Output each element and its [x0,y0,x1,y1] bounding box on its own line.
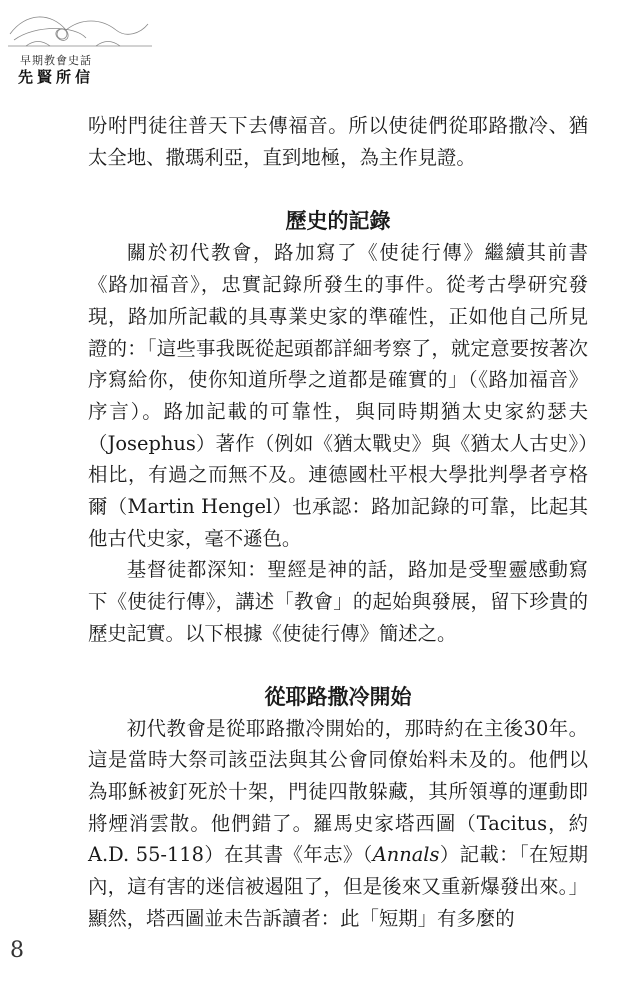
book-title: 先賢所信 [18,68,95,86]
running-header [6,4,206,84]
section1-paragraph-2: 基督徒都深知：聖經是神的話，路加是受聖靈感動寫下《使徒行傳》，講述「教會」的起始與發展，留下珍貴的歷史記實。以下根據《使徒行傳》簡述之。 [88,558,588,645]
decorative-ornament-icon [6,4,156,52]
page-body [88,110,588,934]
section2-paragraph-1-text-b: ）記載：「在短期內，這有害的迷信被遏阻了，但是後來又重新爆發出來。」顯然，塔西圖並未告訴讀者：此「短期」有多麼的 [88,843,588,930]
section2-paragraph-1-text-a: 初代教會是從耶路撒冷開始的，那時約在主後30年。這是當時大祭司該亞法與其公會同僚始料未及的。他們以為耶穌被釘死於十架，門徒四散躲藏，其所領導的運動即將煙消雲散。他們錯了。羅馬史家塔西圖（Tacitus，約A.D. 55-118）在其書《年志》（ [88,716,588,867]
page-number: 8 [10,938,24,963]
book-subtitle: 早期教會史話 [20,54,92,67]
annals-title-italic: Annals [372,843,440,867]
intro-paragraph: 吩咐門徒往普天下去傳福音。所以使徒們從耶路撒冷、猶太全地、撒瑪利亞，直到地極，為主作見證。 [88,114,588,169]
section2-paragraph-1 [88,713,588,935]
section-heading-from-jerusalem: 從耶路撒冷開始 [264,684,412,709]
section-heading-history-record: 歷史的記錄 [285,209,391,234]
section1-paragraph-1: 關於初代教會，路加寫了《使徒行傳》繼續其前書《路加福音》，忠實記錄所發生的事件。從考古學研究發現，路加所記載的具專業史家的準確性，正如他自己所見證的：「這些事我既從起頭都詳細考察了，就定意要按著次序寫給你，使你知道所學之道都是確實的」（《路加福音》序言）。路加記載的可靠性，與同時期猶太史家約瑟夫（Josephus）著作（例如《猶太戰史》與《猶太人古史》）相比，有過之而無不及。連德國杜平根大學批判學者亨格爾（Martin Hengel）也承認：路加記錄的可靠，比起其他古代史家，毫不遜色。 [88,241,588,550]
